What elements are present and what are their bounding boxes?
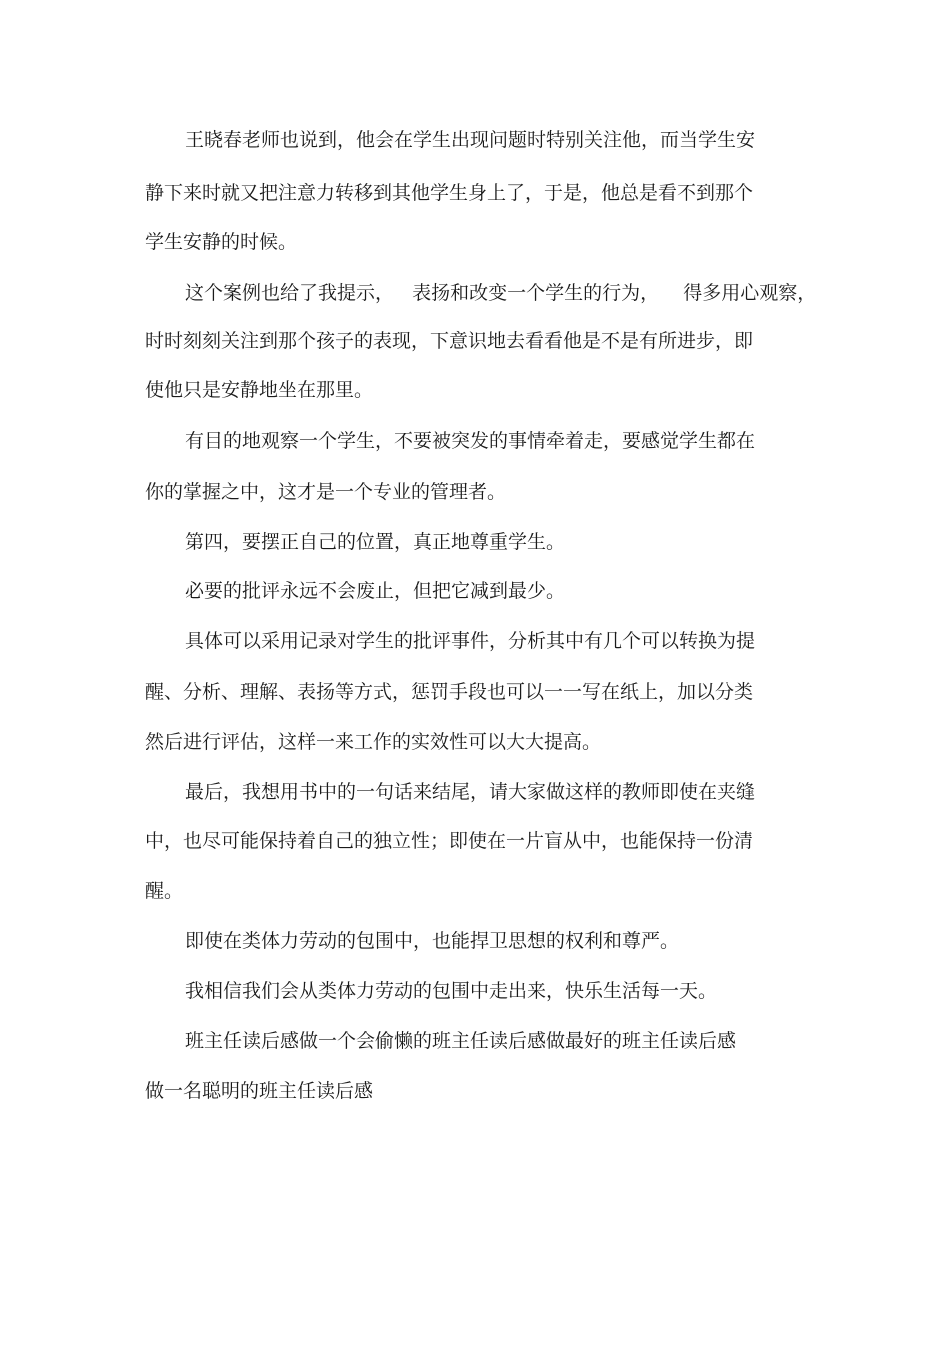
text-line: 静下来时就又把注意力转移到其他学生身上了，于是，他总是看不到那个 — [145, 182, 754, 204]
text-line: 有目的地观察一个学生，不要被突发的事情牵着走，要感觉学生都在 — [185, 430, 756, 452]
text-line: 醒、分析、理解、表扬等方式，惩罚手段也可以一一写在纸上，加以分类 — [145, 681, 754, 703]
text-line: 使他只是安静地坐在那里。 — [145, 379, 374, 401]
text-line: 具体可以采用记录对学生的批评事件，分析其中有几个可以转换为提 — [185, 630, 756, 652]
text-line: 我相信我们会从类体力劳动的包围中走出来，快乐生活每一天。 — [185, 980, 718, 1002]
text-line: 醒。 — [145, 880, 184, 902]
text-line: 然后进行评估，这样一来工作的实效性可以大大提高。 — [145, 731, 602, 753]
text-line: 第四，要摆正自己的位置，真正地尊重学生。 — [185, 531, 566, 553]
text-line: 最后，我想用书中的一句话来结尾，请大家做这样的教师即使在夹缝 — [185, 781, 756, 803]
text-line: 即使在类体力劳动的包围中，也能捍卫思想的权利和尊严。 — [185, 930, 680, 952]
text-line: 中，也尽可能保持着自己的独立性；即使在一片盲从中，也能保持一份清 — [145, 830, 754, 852]
text-line: 你的掌握之中，这才是一个专业的管理者。 — [145, 481, 507, 503]
text-line: 王晓春老师也说到，他会在学生出现问题时特别关注他，而当学生安 — [185, 129, 756, 151]
text-line: 班主任读后感做一个会偷懒的班主任读后感做最好的班主任读后感 — [185, 1030, 737, 1052]
text-line: 时时刻刻关注到那个孩子的表现，下意识地去看看他是不是有所进步，即 — [145, 330, 754, 352]
text-line: 学生安静的时候。 — [145, 231, 298, 253]
text-line: 必要的批评永远不会废止，但把它减到最少。 — [185, 580, 566, 602]
text-line: 这个案例也给了我提示， 表扬和改变一个学生的行为， 得多用心观察， — [185, 282, 817, 304]
text-line: 做一名聪明的班主任读后感 — [145, 1080, 374, 1102]
